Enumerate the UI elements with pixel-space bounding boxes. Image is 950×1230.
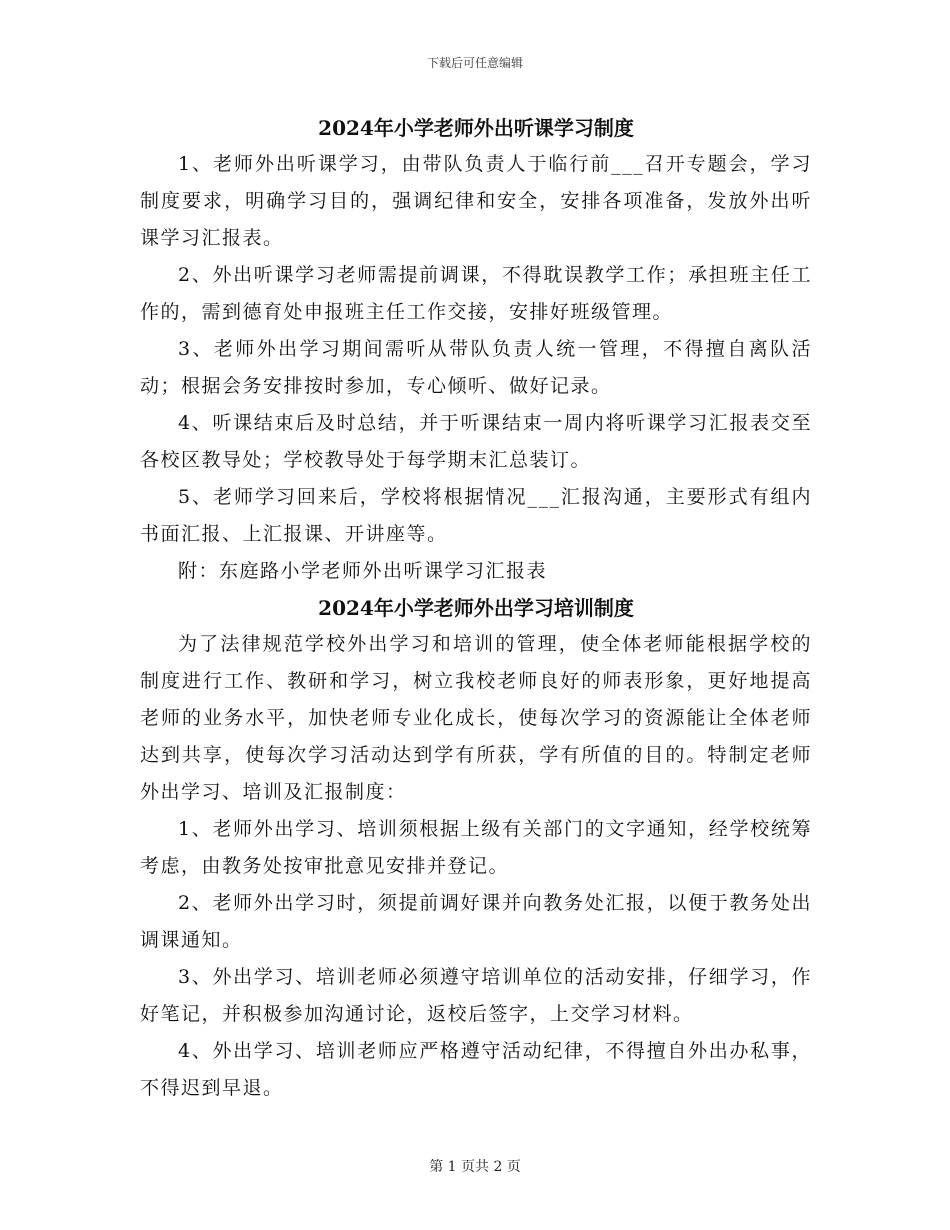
section-1-title: 2024年小学老师外出听课学习制度 [318,116,634,140]
section-2-paragraph: 1、老师外出学习、培训须根据上级有关部门的文字通知，经学校统筹考虑，由教务处按审批意见安排并登记。 [140,818,812,877]
section-2-title: 2024年小学老师外出学习培训制度 [318,596,634,620]
section-2-paragraph: 3、外出学习、培训老师必须遵守培训单位的活动安排，仔细学习，作好笔记，并积极参加沟通讨论，返校后签字，上交学习材料。 [140,966,812,1025]
section-1-paragraph: 2、外出听课学习老师需提前调课，不得耽误教学工作；承担班主任工作的，需到德育处申报班主任工作交接，安排好班级管理。 [140,264,812,323]
section-1-paragraph: 3、老师外出学习期间需听从带队负责人统一管理，不得擅自离队活动；根据会务安排按时参加，专心倾听、做好记录。 [140,338,812,397]
page-footer: 第 1 页共 2 页 [429,1159,521,1175]
section-1-paragraph: 1、老师外出听课学习，由带队负责人于临行前___召开专题会，学习制度要求，明确学习目的，强调纪律和安全，安排各项准备，发放外出听课学习汇报表。 [140,153,812,249]
section-2-paragraph: 4、外出学习、培训老师应严格遵守活动纪律，不得擅自外出办私事，不得迟到早退。 [140,1040,812,1099]
section-1-attachment-note: 附：东庭路小学老师外出听课学习汇报表 [178,560,548,582]
section-1-paragraph: 4、听课结束后及时总结，并于听课结束一周内将听课学习汇报表交至各校区教导处；学校教导处于每学期末汇总装订。 [140,412,812,471]
section-2-paragraph: 2、老师外出学习时，须提前调好课并向教务处汇报，以便于教务处出调课通知。 [140,892,812,951]
page-header-note: 下载后可任意编辑 [426,56,523,70]
section-2-intro-paragraph: 为了法律规范学校外出学习和培训的管理，使全体老师能根据学校的制度进行工作、教研和学习，树立我校老师良好的师表形象，更好地提高老师的业务水平，加快老师专业化成长，使每次学习的资源能让全体老师达到共享，使每次学习活动达到学有所获，学有所值的目的。特制定老师外出学习、培训及汇报制度： [140,633,812,803]
document-body [140,110,812,1107]
section-1-paragraph: 5、老师学习回来后，学校将根据情况___汇报沟通，主要形式有组内书面汇报、上汇报课、开讲座等。 [140,486,812,545]
